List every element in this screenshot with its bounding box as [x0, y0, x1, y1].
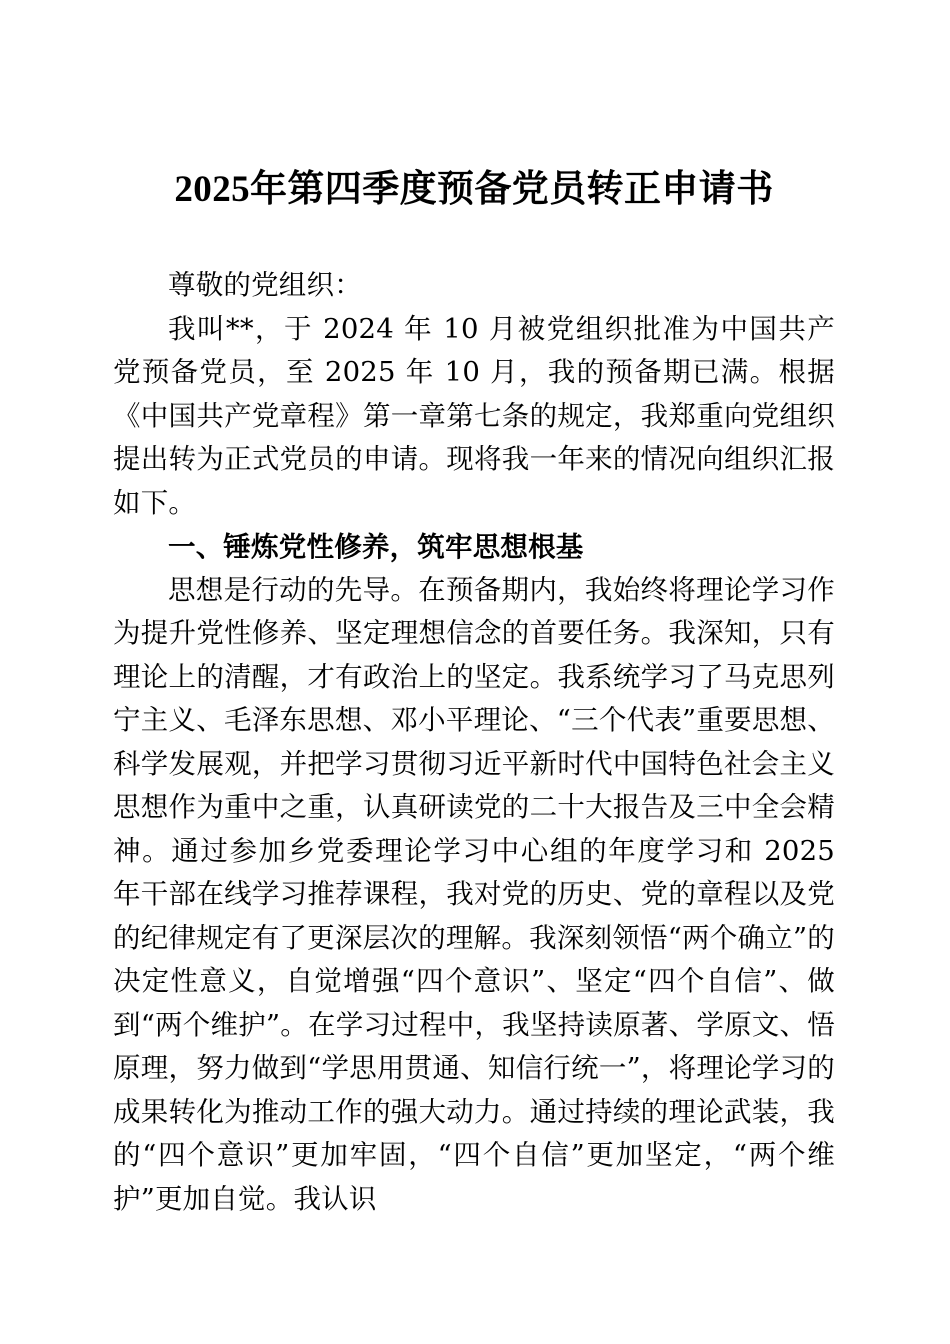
- page-title: 2025年第四季度预备党员转正申请书: [174, 169, 774, 210]
- section-body-clip: [113, 569, 835, 1222]
- section-body-1: 思想是行动的先导。在预备期内，我始终将理论学习作为提升党性修养、坚定理想信念的首要任务。我深知，只有理论上的清醒，才有政治上的坚定。我系统学习了马克思列宁主义、毛泽东思想、邓小平理论、“三个代表”重要思想、科学发展观，并把学习贯彻习近平新时代中国特色社会主义思想作为重中之重，认真研读党的二十大报告及三中全会精神。通过参加乡党委理论学习中心组的年度学习和 2025 年干部在线学习推荐课程，我对党的历史、党的章程以及党的纪律规定有了更深层次的理解。我深刻领悟“两个确立”的决定性意义，自觉增强“四个意识”、坚定“四个自信”、做到“两个维护”。在学习过程中，我坚持读原著、学原文、悟原理，努力做到“学思用贯通、知信行统一”，将理论学习的成果转化为推动工作的强大动力。通过持续的理论武装，我的“四个意识”更加牢固，“四个自信”更加坚定，“两个维护”更加自觉。我认识: [113, 573, 835, 1215]
- document-body: [113, 0, 835, 1221]
- opening-paragraph: 我叫**，于 2024 年 10 月被党组织批准为中国共产党预备党员，至 2025 年 10 月，我的预备期已满。根据《中国共产党章程》第一章第七条的规定，我郑重向党组织提出转为正式党员的申请。现将我一年来的情况向组织汇报如下。: [113, 312, 835, 519]
- section-heading-1: 一、锤炼党性修养，筑牢思想根基: [168, 531, 584, 562]
- salutation-line: 尊敬的党组织：: [168, 269, 362, 301]
